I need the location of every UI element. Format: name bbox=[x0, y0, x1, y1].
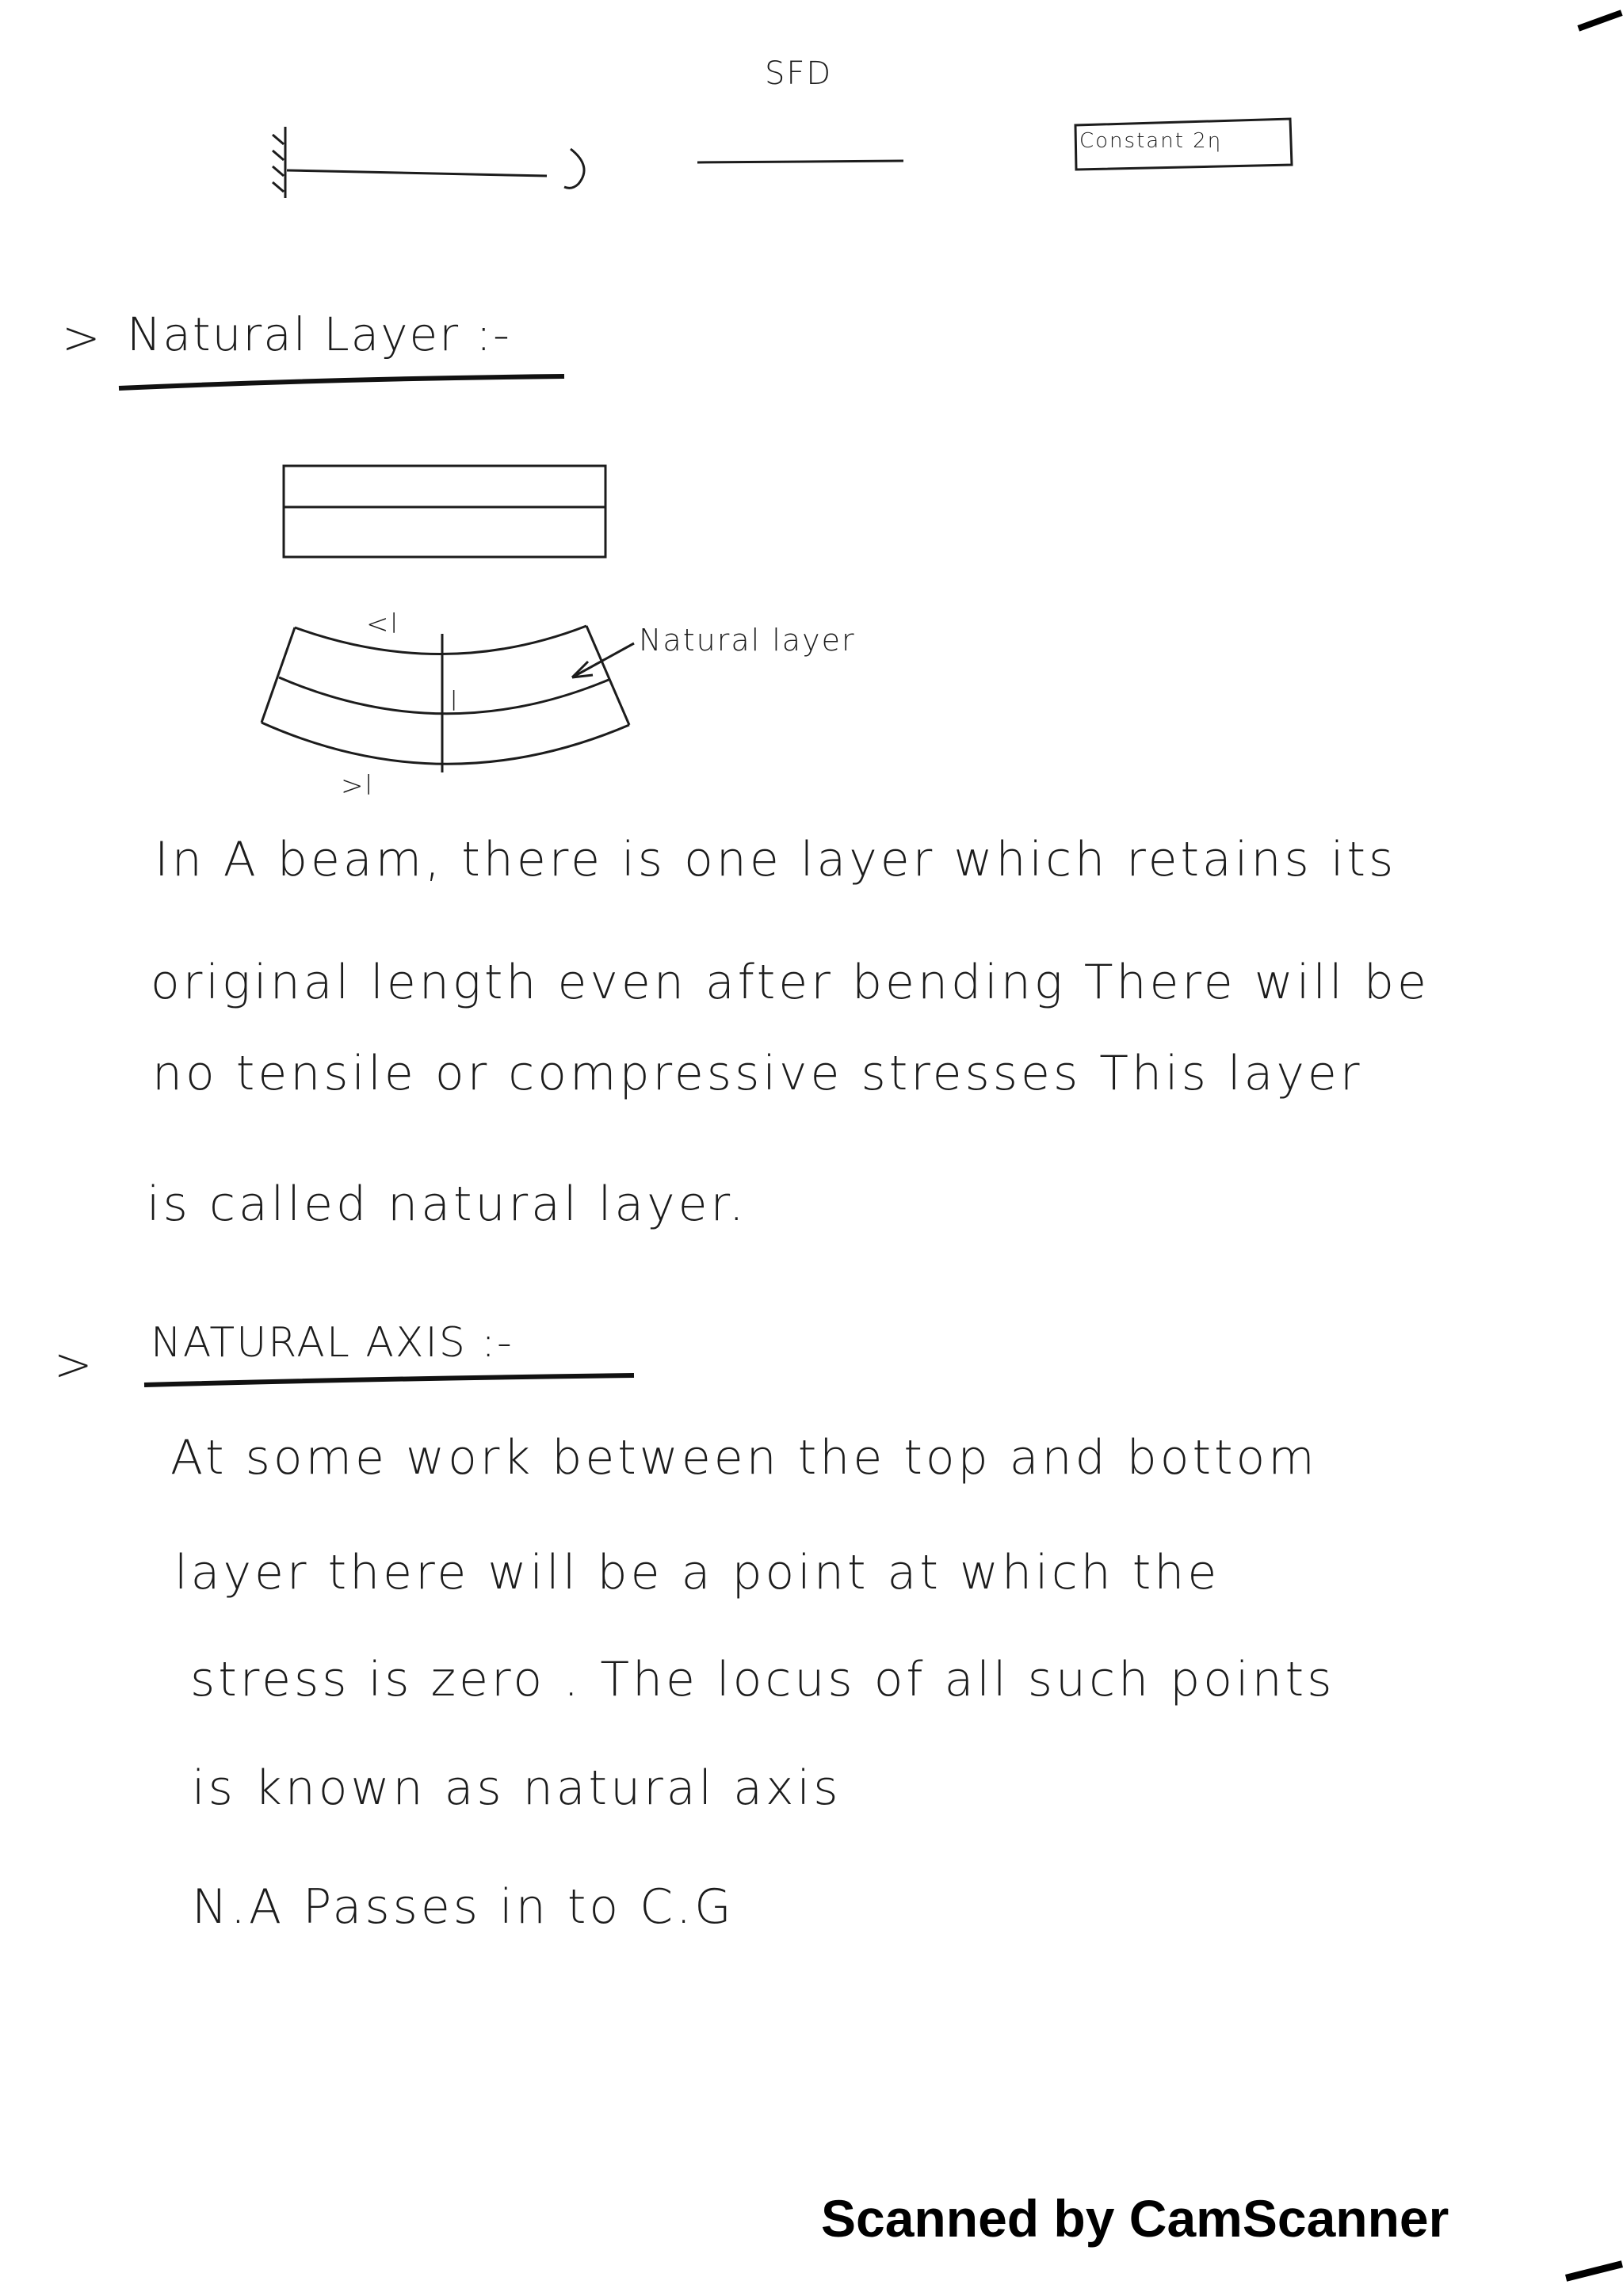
axis-heading-underline bbox=[144, 1375, 634, 1385]
bent-beam-sketch bbox=[262, 626, 634, 772]
paragraph-line: is known as natural axis bbox=[192, 1760, 842, 1816]
cantilever-sketch bbox=[273, 127, 584, 198]
layer-heading-underline bbox=[119, 376, 564, 388]
paragraph-line: N.A Passes in to C.G bbox=[192, 1879, 735, 1935]
paragraph-line: At some work between the top and bottom bbox=[170, 1430, 1318, 1486]
section-title: Natural Layer :- bbox=[127, 307, 511, 361]
section-title: NATURAL AXIS :- bbox=[151, 1319, 514, 1367]
diagram-middle-label: l bbox=[450, 686, 460, 718]
diagram-callout: Natural layer bbox=[639, 623, 856, 658]
diagram-top-label: <l bbox=[366, 608, 399, 640]
paragraph-line: original length even after bending There will be bbox=[151, 955, 1430, 1010]
paragraph-line: is called natural layer. bbox=[147, 1177, 747, 1232]
paragraph-line: In A beam, there is one layer which retains its bbox=[155, 832, 1397, 887]
camscanner-watermark: Scanned by CamScanner bbox=[821, 2189, 1449, 2248]
straight-beam-sketch bbox=[284, 466, 605, 557]
section-marker: > bbox=[62, 311, 102, 364]
paragraph-line: stress is zero . The locus of all such points bbox=[190, 1652, 1335, 1707]
section-marker: > bbox=[54, 1337, 94, 1391]
paragraph-line: layer there will be a point at which the bbox=[174, 1545, 1220, 1600]
sfd-label: SFD bbox=[765, 55, 833, 92]
paragraph-line: no tensile or compressive stresses This layer bbox=[152, 1046, 1363, 1101]
diagram-bottom-label: >l bbox=[341, 770, 374, 802]
sfd-line bbox=[697, 161, 903, 162]
constant-label: Constant 2η bbox=[1079, 129, 1223, 153]
